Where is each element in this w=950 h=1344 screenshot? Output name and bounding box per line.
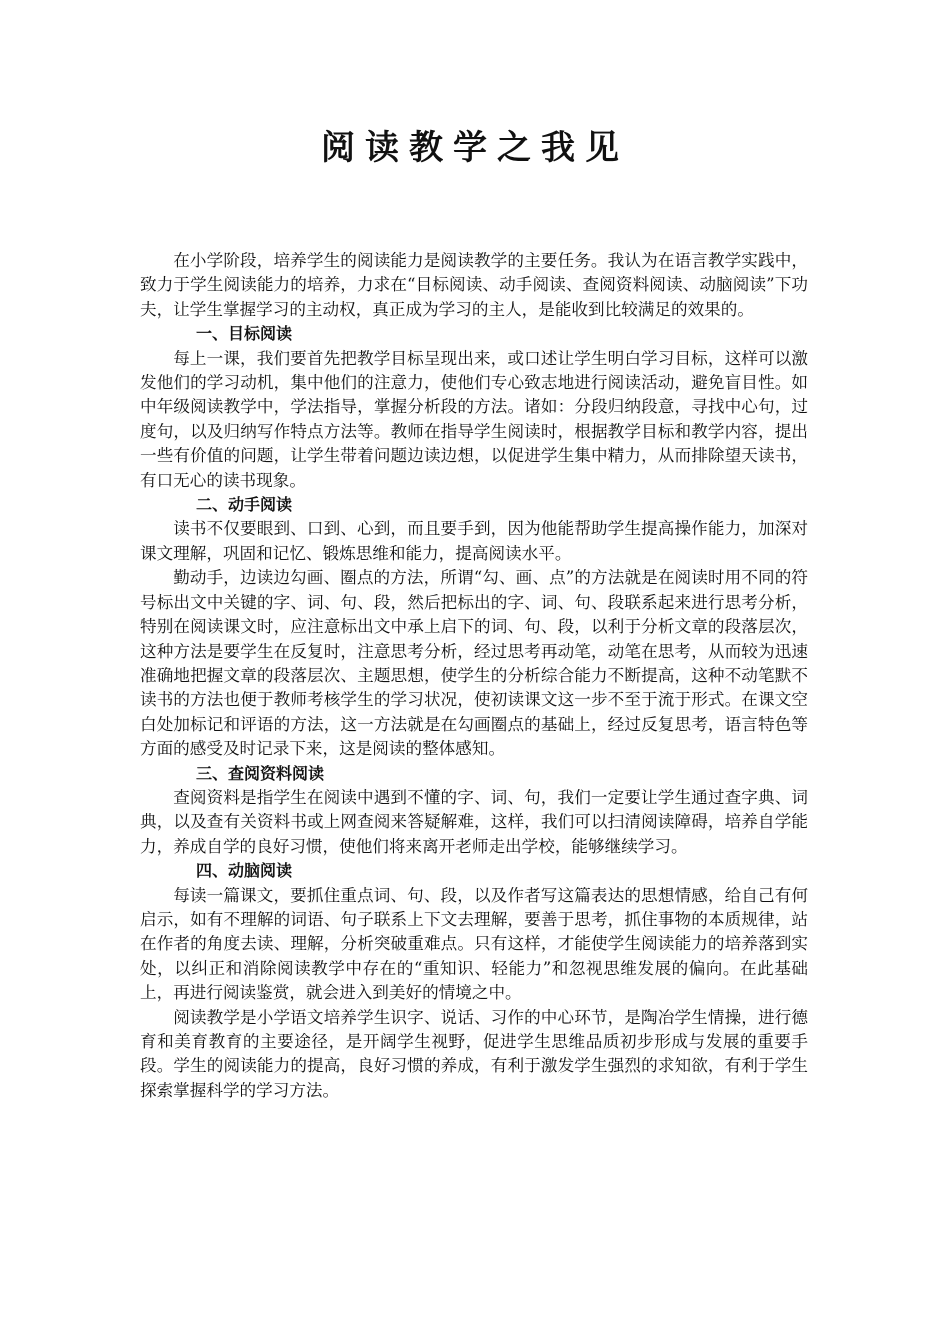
section-1-paragraph-1: 每上一课，我们要首先把教学目标呈现出来，或口述让学生明白学习目标，这样可以激发他们的学习动机，集中他们的注意力，使他们专心致志地进行阅读活动，避免盲目性。如中年级阅读教学中，学法指导，掌握分析段的方法。诸如：分段归纳段意，寻找中心句，过度句，以及归纳写作特点方法等。教师在指导学生阅读时，根据教学目标和教学内容，提出一些有价值的问题，让学生带着问题边读边想，以促进学生集中精力，从而排除望天读书，有口无心的读书现象。 bbox=[140, 348, 808, 490]
section-heading-1: 一、目标阅读 bbox=[196, 324, 293, 344]
section-2-paragraph-2: 勤动手，边读边勾画、圈点的方法，所谓“勾、画、点”的方法就是在阅读时用不同的符号标出文中关键的字、词、句、段，然后把标出的字、词、句、段联系起来进行思考分析，特别在阅读课文时，应注意标出文中承上启下的词、句、段，以利于分析文章的段落层次，这种方法是要学生在反复时，注意思考分析，经过思考再动笔，动笔在思考，从而较为迅速准确地把握文章的段落层次、主题思想，使学生的分析综合能力不断提高，这种不动笔默不读书的方法也便于教师考核学生的学习状况，使初读课文这一步不至于流于形式。在课文空白处加标记和评语的方法，这一方法就是在勾画圈点的基础上，经过反复思考，语言特色等方面的感受及时记录下来，这是阅读的整体感知。 bbox=[140, 568, 808, 759]
section-heading-3: 三、查阅资料阅读 bbox=[196, 763, 325, 783]
intro-paragraph: 在小学阶段，培养学生的阅读能力是阅读教学的主要任务。我认为在语言教学实践中，致力于学生阅读能力的培养，力求在“目标阅读、动手阅读、查阅资料阅读、动脑阅读”下功夫，让学生掌握学习的主动权，真正成为学习的主人，是能收到比较满足的效果的。 bbox=[140, 251, 808, 319]
page-title: 阅读教学之我见 bbox=[321, 128, 629, 168]
section-heading-2: 二、动手阅读 bbox=[196, 495, 293, 515]
section-heading-4: 四、动脑阅读 bbox=[196, 861, 293, 881]
section-2-paragraph-1: 读书不仅要眼到、口到、心到，而且要手到，因为他能帮助学生提高操作能力，加深对课文理解，巩固和记忆、锻炼思维和能力，提高阅读水平。 bbox=[140, 519, 808, 563]
section-3-paragraph-1: 查阅资料是指学生在阅读中遇到不懂的字、词、句，我们一定要让学生通过查字典、词典，以及查有关资料书或上网查阅来答疑解难，这样，我们可以扫清阅读障碍，培养自学能力，养成自学的良好习惯，使他们将来离开老师走出学校，能够继续学习。 bbox=[140, 787, 808, 856]
conclusion-paragraph: 阅读教学是小学语文培养学生识字、说话、习作的中心环节，是陶冶学生情操，进行德育和美育教育的主要途径，是开阔学生视野，促进学生思维品质初步形成与发展的重要手段。学生的阅读能力的提高，良好习惯的养成，有利于激发学生强烈的求知欲，有利于学生探索掌握科学的学习方法。 bbox=[140, 1007, 808, 1100]
section-4-paragraph-1: 每读一篇课文，要抓住重点词、句、段，以及作者写这篇表达的思想情感，给自己有何启示，如有不理解的词语、句子联系上下文去理解，要善于思考，抓住事物的本质规律，站在作者的角度去读、理解，分析突破重难点。只有这样，才能使学生阅读能力的培养落到实处，以纠正和消除阅读教学中存在的“重知识、轻能力”和忽视思维发展的偏向。在此基础上，再进行阅读鉴赏，就会进入到美好的情境之中。 bbox=[140, 885, 808, 1003]
document-body bbox=[140, 249, 808, 1103]
